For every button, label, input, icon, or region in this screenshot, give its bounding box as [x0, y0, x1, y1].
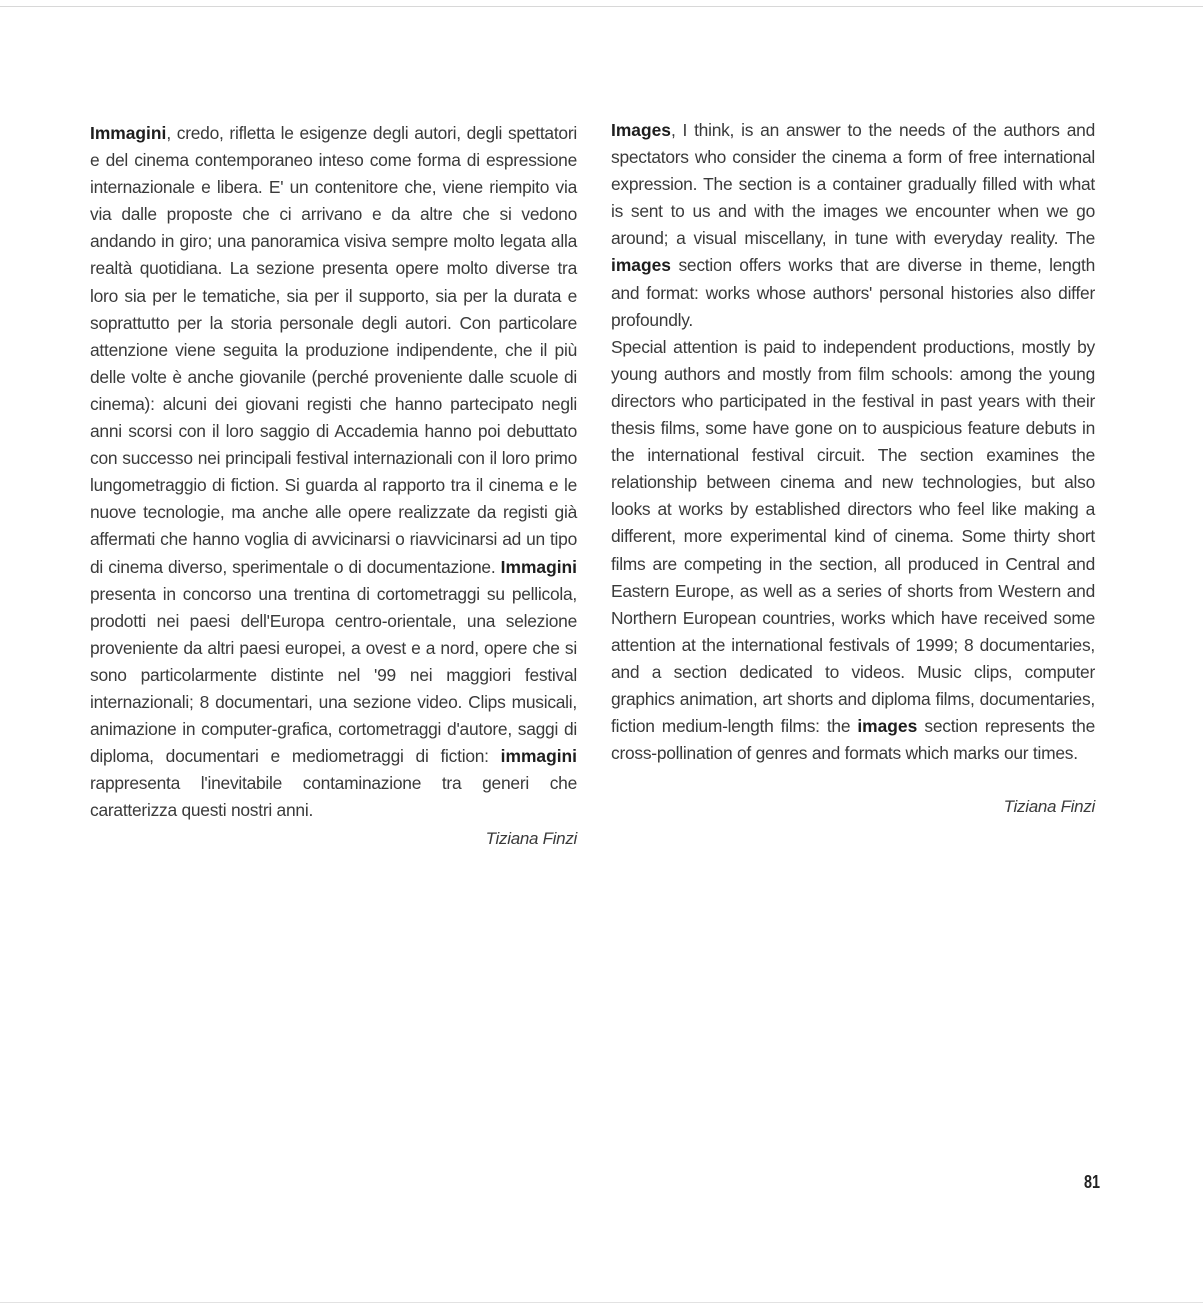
bold-term: images: [857, 716, 918, 737]
bold-term: Immagini: [500, 556, 577, 577]
scan-edge-bottom: [0, 1302, 1203, 1303]
bold-term: Immagini: [90, 123, 167, 143]
body-text: rappresenta l'inevitabile contaminazione tra generi che caratterizza questi nostri anni.: [90, 773, 577, 821]
bold-term: Images: [611, 120, 671, 140]
english-column: [611, 117, 1095, 820]
body-text: presenta in concorso una trentina di cortometraggi su pellicola, prodotti nei paesi dell'Europa centro-orientale, una selezione proveniente da altri paesi europei, a ovest e a nord, opere che si sono particolarmente distinte nel '99 nei maggiori festival internazionali; 8 documentari, una sezione video. Clips musicali, animazione in computer-grafica, cortometraggi d'autore, saggi di diploma, documentari e mediometraggi di fiction:: [90, 583, 577, 767]
italian-paragraph: [90, 120, 577, 824]
english-paragraph-1: [611, 117, 1095, 334]
italian-column: [90, 120, 577, 853]
bold-term: immagini: [500, 746, 577, 767]
body-text: Special attention is paid to independent productions, mostly by young authors and mostly from film schools: among the young directors who participated in the festival in past years with their thesis films, some have gone on to auspicious feature debuts in the international festival circuit. The section examines the relationship between cinema and new technologies, but also looks at works by established directors who feel like making a different, more experimental kind of cinema. Some thirty short films are competing in the section, all produced in Central and Eastern Europe, as well as a series of shorts from Western and Northern European countries, works which have received some attention at the international festivals of 1999; 8 documentaries, and a section dedicated to videos. Music clips, computer graphics animation, art shorts and diploma films, documentaries, fiction medium-length films: the: [611, 336, 1095, 737]
bold-term: images: [611, 255, 671, 276]
page-number: 81: [1083, 1172, 1100, 1192]
body-text: , credo, rifletta le esigenze degli autori, degli spettatori e del cinema contemporaneo inteso come forma di espressione internazionale e libera. E' un contenitore che, viene riempito via via dalle proposte che ci arrivano e da altre che si vedono andando in giro; una panoramica visiva sempre molto legata alla realtà quotidiana. La sezione presenta opere molto diverse tra loro sia per le tematiche, sia per il supporto, sia per la durata e soprattutto per la storia personale degli autori. Con particolare attenzione viene seguita la produzione indipendente, che il più delle volte è anche giovanile (perché proveniente dalle scuole di cinema): alcuni dei giovani registi che hanno partecipato negli anni scorsi con il loro saggio di Accademia hanno poi debuttato con successo nei principali festival internazionali con il loro primo lungometraggio di fiction. Si guarda al rapporto tra il cinema e le nuove tecnologie, ma anche alle opere realizzate da registi già affermati che hanno voglia di avvicinarsi o riavvicinarsi ad un tipo di cinema diverso, sperimentale o di documentazione.: [90, 123, 577, 577]
english-signature: Tiziana Finzi: [1003, 797, 1095, 817]
italian-signature: Tiziana Finzi: [485, 829, 577, 849]
body-text: section offers works that are diverse in theme, length and format: works whose authors' personal histories also differ profoundly.: [611, 255, 1095, 330]
english-paragraph-2: [611, 334, 1095, 768]
body-text: , I think, is an answer to the needs of the authors and spectators who consider the cinema a form of free international expression. The section is a container gradually filled with what is sent to us and with the images we encounter when we go around; a visual miscellany, in tune with everyday reality. The: [611, 120, 1095, 249]
body-text: section represents the cross-pollination of genres and formats which marks our times.: [611, 716, 1096, 764]
scan-edge-top: [0, 6, 1203, 7]
